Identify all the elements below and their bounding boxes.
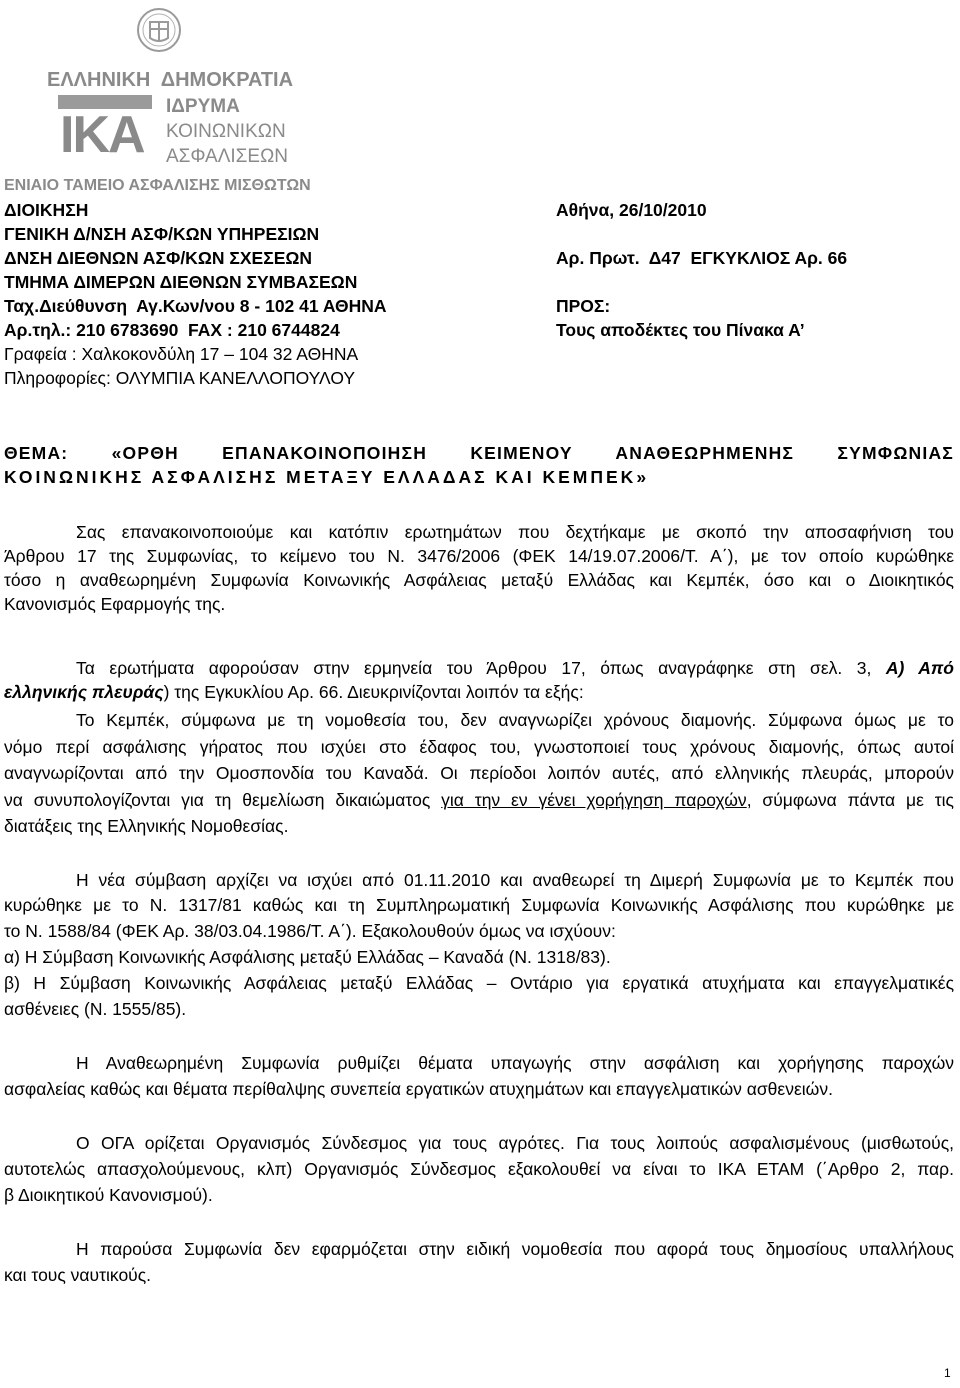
p2-line-6 bbox=[4, 789, 954, 812]
p3-line-2: κυρώθηκε με το Ν. 1317/81 καθώς και τη Συμπληρωματική Συμφωνία Κοινωνικής Ασφάλισης που κυρώθηκε με bbox=[4, 895, 954, 915]
p1-line-4: Κανονισμός Εφαρμογής της. bbox=[4, 594, 226, 614]
p4-line-1: Η Αναθεωρημένη Συμφωνία ρυθμίζει θέματα υπαγωγής στην ασφάλιση και χορήγησης παροχών bbox=[76, 1053, 954, 1073]
p5-line-1: Ο ΟΓΑ ορίζεται Οργανισμός Σύνδεσμος για τους αγρότες. Για τους λοιπούς ασφαλισμένους (μισθωτούς, bbox=[76, 1133, 954, 1153]
dept-line-3: ΔΝΣΗ ΔΙΕΘΝΩΝ ΑΣΦ/ΚΩΝ ΣΧΕΣΕΩΝ bbox=[4, 248, 313, 268]
protocol-line: Αρ. Πρωτ. Δ47 ΕΓΚΥΚΛΙΟΣ Αρ. 66 bbox=[556, 248, 848, 268]
greek-emblem-icon bbox=[136, 4, 182, 54]
p2-line-1-emphasis: Α) Από bbox=[885, 658, 954, 678]
subject-line-2: ΚΟΙΝΩΝΙΚΗΣ ΑΣΦΑΛΙΣΗΣ ΜΕΤΑΞΥ ΕΛΛΑΔΑΣ ΚΑΙ ΚΕΜΠΕΚ» bbox=[4, 467, 650, 487]
dept-line-2: ΓΕΝΙΚΗ Δ/ΝΣΗ ΑΣΦ/ΚΩΝ ΥΠΗΡΕΣΙΩΝ bbox=[4, 224, 320, 244]
p2-line-2-emphasis: ελληνικής πλευράς bbox=[4, 682, 164, 702]
ika-logo-letters: ΙΚΑ bbox=[60, 106, 144, 164]
p3-line-3: το Ν. 1588/84 (ΦΕΚ Αρ. 38/03.04.1986/Τ. Α΄). Εξακολουθούν όμως να ισχύουν: bbox=[4, 921, 616, 941]
date-line: Αθήνα, 26/10/2010 bbox=[556, 200, 707, 220]
p2-line-2 bbox=[4, 681, 584, 704]
p1-line-3: τόσο η αναθεωρημένη Συμφωνία Κοινωνικής Ασφάλειας μεταξύ Ελλάδας και Κεμπέκ, όσο και ο Διοικητικός bbox=[4, 570, 954, 590]
p3-line-5: β) Η Σύμβαση Κοινωνικής Ασφάλειας μεταξύ Ελλάδας – Οντάριο για εργατικά ατυχήματα και επαγγελματικές bbox=[4, 973, 954, 993]
country-name: ΕΛΛΗΝΙΚΗ ΔΗΜΟΚΡΑΤΙΑ bbox=[47, 69, 294, 91]
p2-line-3: Το Κεμπέκ, σύμφωνα με τη νομοθεσία του, δεν αναγνωρίζει χρόνους διαμονής. Σύμφωνα όμως με το bbox=[76, 710, 954, 730]
ika-logo bbox=[58, 95, 152, 167]
p2-line-4: νόμο περί ασφάλισης γήρατος που ισχύει στο έδαφος του, γνωστοποιεί τους χρόνους διαμονής, όπως αυτοί bbox=[4, 737, 954, 757]
dept-line-1: ΔΙΟΙΚΗΣΗ bbox=[4, 200, 89, 220]
dept-line-4: ΤΜΗΜΑ ΔΙΜΕΡΩΝ ΔΙΕΘΝΩΝ ΣΥΜΒΑΣΕΩΝ bbox=[4, 272, 358, 292]
contact-line: Πληροφορίες: ΟΛΥΜΠΙΑ ΚΑΝΕΛΛΟΠΟΥΛΟΥ bbox=[4, 368, 356, 388]
p5-line-3: β Διοικητικού Κανονισμού). bbox=[4, 1185, 213, 1205]
address-line: Ταχ.Διεύθυνση Αγ.Κων/νου 8 - 102 41 ΑΘΗΝΑ bbox=[4, 296, 387, 316]
p2-line-2-text: ) της Εγκυκλίου Αρ. 66. Διευκρινίζονται λοιπόν τα εξής: bbox=[163, 682, 584, 702]
phone-line: Αρ.τηλ.: 210 6783690 FAX : 210 6744824 bbox=[4, 320, 340, 340]
p4-line-2: ασφαλείας καθώς και θέματα περίθαλψης συνεπεία εργατικών ατυχημάτων και επαγγελματικών ασθενειών. bbox=[4, 1079, 833, 1099]
subject-line-1: ΘΕΜΑ: «ΟΡΘΗ ΕΠΑΝΑΚΟΙΝΟΠΟΙΗΣΗ ΚΕΙΜΕΝΟΥ ΑΝΑΘΕΩΡΗΜΕΝΗΣ ΣΥΜΦΩΝΙΑΣ bbox=[4, 443, 954, 463]
org-name-line-2: ΚΟΙΝΩΝΙΚΩΝ bbox=[166, 121, 286, 142]
p5-line-2: αυτοτελώς απασχολούμενους, κλπ) Οργανισμός Σύνδεσμος εξακολουθεί να είναι το ΙΚΑ ΕΤΑΜ (΄Αρθρο 2, παρ. bbox=[4, 1159, 954, 1179]
p6-line-2: και τους ναυτικούς. bbox=[4, 1265, 152, 1285]
p3-line-4: α) Η Σύμβαση Κοινωνικής Ασφάλισης μεταξύ Ελλάδας – Καναδά (Ν. 1318/83). bbox=[4, 947, 611, 967]
p2-line-5: αναγνωρίζονται από την Ομοσπονδία του Καναδά. Οι περίοδοι λοιπόν αυτές, από ελληνικής πλευράς, μπορούν bbox=[4, 763, 954, 783]
offices-line: Γραφεία : Χαλκοκονδύλη 17 – 104 32 ΑΘΗΝΑ bbox=[4, 344, 359, 364]
fund-name: ΕΝΙΑΙΟ ΤΑΜΕΙΟ ΑΣΦΑΛΙΣΗΣ ΜΙΣΘΩΤΩΝ bbox=[4, 177, 311, 194]
p2-line-7: διατάξεις της Ελληνικής Νομοθεσίας. bbox=[4, 816, 289, 836]
p6-line-1: Η παρούσα Συμφωνία δεν εφαρμόζεται στην ειδική νομοθεσία που αφορά τους δημοσίους υπαλλήλους bbox=[76, 1239, 954, 1259]
p2-line-6-underlined: για την εν γένει χορήγηση παροχών bbox=[441, 790, 747, 810]
to-label: ΠΡΟΣ: bbox=[556, 296, 611, 316]
p2-line-6-text-b: , σύμφωνα πάντα με τις bbox=[746, 790, 954, 810]
p1-line-1: Σας επανακοινοποιούμε και κατόπιν ερωτημάτων που δεχτήκαμε με σκοπό την αποσαφήνιση του bbox=[76, 522, 954, 542]
p1-line-2: Άρθρου 17 της Συμφωνίας, το κείμενο του Ν. 3476/2006 (ΦΕΚ 14/19.07.2006/Τ. Α΄), με τον οποίο κυρώθηκε bbox=[4, 546, 954, 566]
page-number: 1 bbox=[944, 1366, 951, 1380]
org-name-line-1: ΙΔΡΥΜΑ bbox=[166, 96, 240, 117]
p2-line-1-text: Τα ερωτήματα αφορούσαν στην ερμηνεία του Άρθρου 17, όπως αναγράφηκε στη σελ. 3, bbox=[76, 658, 886, 678]
p3-line-1: Η νέα σύμβαση αρχίζει να ισχύει από 01.11.2010 και αναθεωρεί τη Διμερή Συμφωνία με το Κεμπέκ που bbox=[76, 870, 954, 890]
p2-line-1 bbox=[76, 657, 954, 680]
to-recipients: Τους αποδέκτες του Πίνακα Α’ bbox=[556, 320, 805, 340]
p2-line-6-text-a: να συνυπολογίζονται για τη θεμελίωση δικαιώματος bbox=[4, 790, 442, 810]
p3-line-6: ασθένειες (Ν. 1555/85). bbox=[4, 999, 187, 1019]
org-name-line-3: ΑΣΦΑΛΙΣΕΩΝ bbox=[166, 146, 289, 167]
